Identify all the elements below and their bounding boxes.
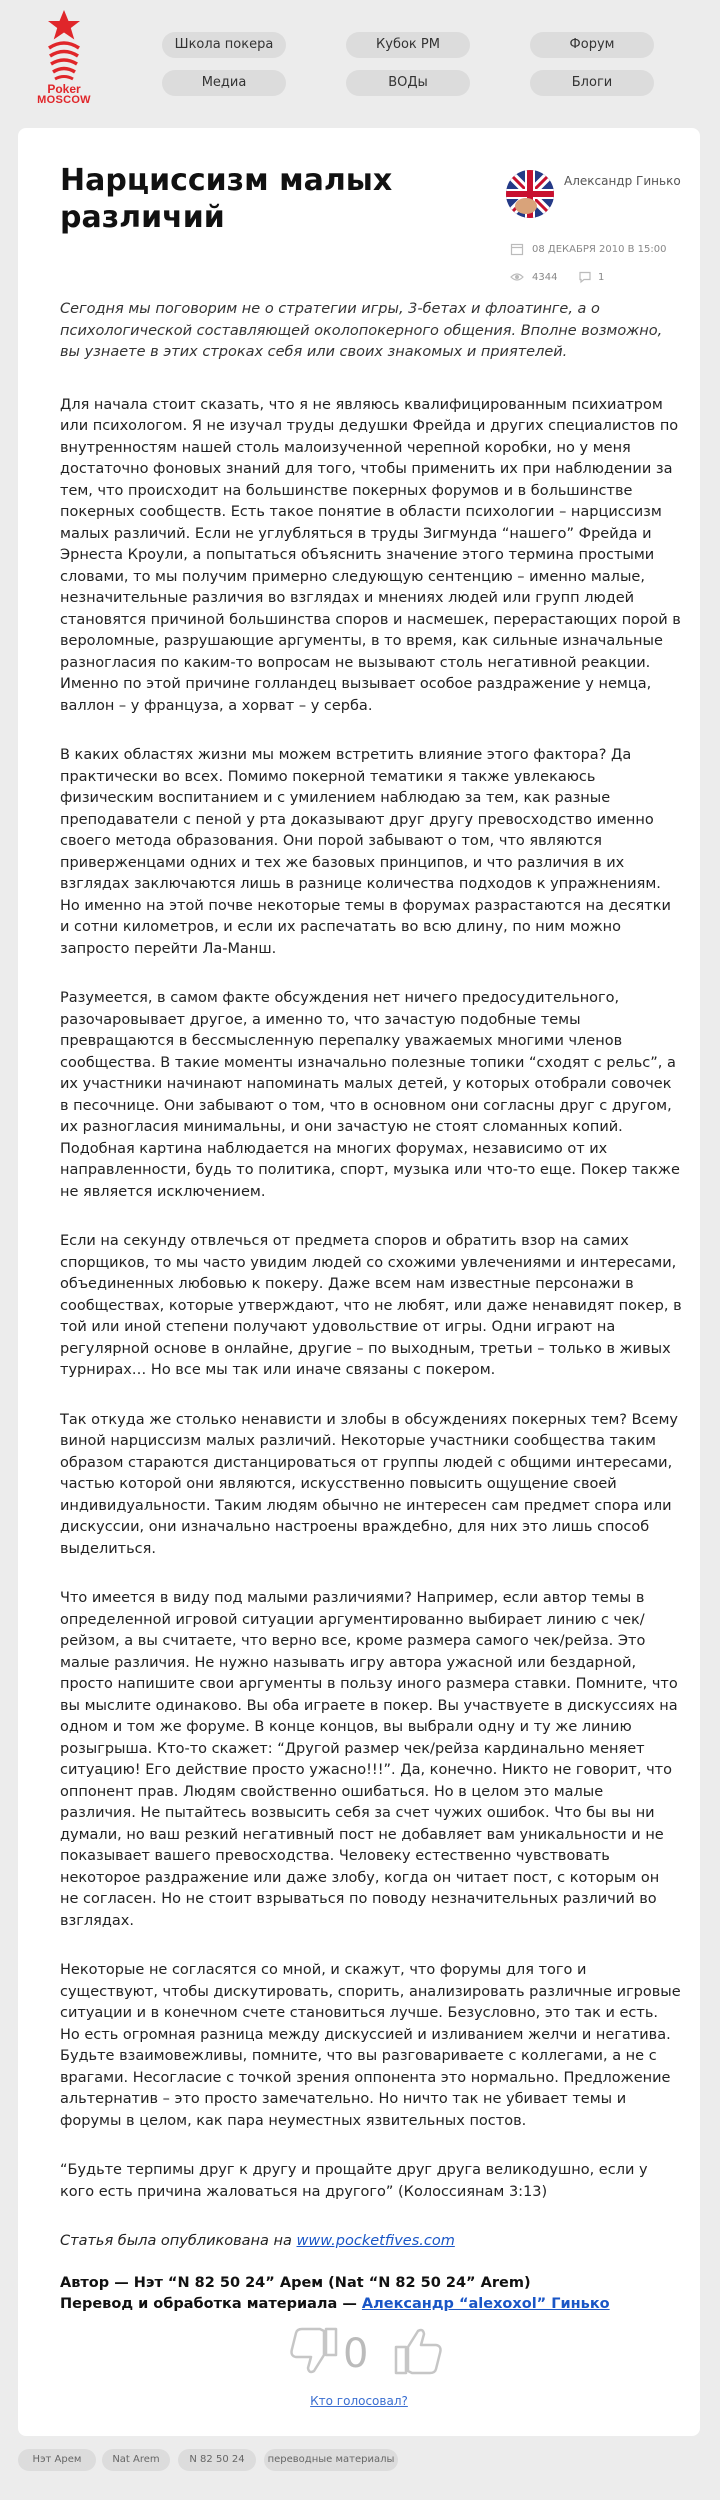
tag-chip[interactable]: переводные материалы: [264, 2449, 398, 2471]
logo-text-moscow: MOSCOW: [37, 94, 91, 106]
article-paragraph: Некоторые не согласятся со мной, и скажут, что форумы для того и существуют, чтобы дискутировать, спорить, анализировать различные игровые ситуации и в конечном счете становиться лучше. Безусловно, это так и есть. Но есть огромная разница между дискуссией и изливанием желчи и негатива. Будьте взаимовежливы, помните, что вы разговариваете с коллегами, а не с врагами. Несогласие с точкой зрения оппонента это нормально. Предложение альтернатив – это просто замечательно. Но ничто так не убивает темы и форумы в целом, как пара неуместных язвительных постов.: [60, 1962, 681, 2129]
article-date: 08 ДЕКАБРЯ 2010 В 15:00: [532, 244, 667, 255]
article-paragraph: Разумеется, в самом факте обсуждения нет ничего предосудительного, разочаровывает другое, а именно то, что зачастую подобные темы превращаются в бессмысленную перепалку уважаемых многими членов сообщества. В такие моменты изначально полезные топики “сходят с рельс”, а их участники начинают напоминать малых детей, у которых отобрали совочек в песочнице. Они забывают о том, что в основном они согласны друг с другом, их разногласия минимальны, и они зачастую не стоят сломанных копий. Подобная картина наблюдается на многих форумах, независимо от их направленности, будь то политика, спорт, музыка или что-то еще. Покер также не является исключением.: [60, 990, 680, 1200]
published-note: [60, 2231, 682, 2253]
source-link[interactable]: www.pocketfives.com: [296, 2233, 455, 2249]
article-body: [60, 299, 682, 2316]
who-voted: [18, 2394, 700, 2408]
article-quote: “Будьте терпимы друг к другу и прощайте друг друга великодушно, если у кого есть причина жаловаться на другого” (Колоссиянам 3:13): [60, 2162, 648, 2200]
article-lead: Сегодня мы поговорим не о стратегии игры, 3-бетах и флоатинге, а о психологической составляющей околопокерного общения. Вполне возможно, вы узнаете в этих строках себя или своих знакомых и приятелей.: [60, 301, 663, 360]
vote-count: 0: [343, 2331, 369, 2377]
avatar-flag-image: [506, 170, 554, 218]
poker-moscow-logo[interactable]: [28, 8, 100, 120]
nav-school-button[interactable]: Школа покера: [162, 32, 286, 58]
published-prefix: Статья была опубликована на: [60, 2233, 297, 2249]
translation-prefix: Перевод и обработка материала —: [60, 2296, 362, 2312]
article-paragraph: В каких областях жизни мы можем встретить влияние этого фактора? Да практически во всех. Помимо покерной тематики я также увлекаюсь физическим воспитанием и с умилением наблюдаю за тем, как разные преподаватели с пеной у рта доказывают друг другу превосходство именно своего метода образования. Они порой забывают о том, что являются приверженцами одних и тех же базовых принципов, и что различия в их взглядах заключаются лишь в разнице количества подходов к упражнениям. Но именно на этой почве некоторые темы в форумах разрастаются на десятки и сотни километров, и если их распечатать во всю длину, по ним можно запросто перейти Ла-Манш.: [60, 747, 671, 957]
article-paragraph: Если на секунду отвлечься от предмета споров и обратить взор на самих спорщиков, то мы часто увидим людей со схожими увлечениями и интересами, объединенных любовью к покеру. Даже всем нам известные персонажи в сообществах, которые утверждают, что не любят, или даже ненавидят покер, в той или иной степени получают удовольствие от игры. Одни играют на регулярной основе в онлайне, другие – по выходным, третьи – только в живых турнирах… Но все мы так или иначе связаны с покером.: [60, 1233, 682, 1378]
article-paragraph: Что имеется в виду под малыми различиями? Например, если автор темы в определенной игровой ситуации аргументированно выбирает линию с чек/рейзом, а вы считаете, что верно все, кроме размера самого чек/рейза. Это малые различия. Не нужно называть игру автора ужасной или бездарной, просто напишите свои аргументы в пользу иного размера ставки. Помните, что вы мыслите одинаково. Вы оба играете в покер. Вы участвуете в дискуссиях на одном и том же форуме. В конце концов, вы выбрали одну и ту же линию розыгрыша. Кто-то скажет: “Другой размер чек/рейза кардинально меняет ситуацию! Его действие просто ужасно!!!”. Да, конечно. Никто не говорит, что оппонент прав. Людям свойственно ошибаться. Но в целом это малые различия. Не пытайтесь возвысить себя за счет чужих ошибок. Что бы вы ни думали, но ваш резкий негативный пост не добавляет вам уникальности и не показывает вашего превосходства. Человеку естественно чувствовать некоторое раздражение или даже злобу, когда он читает пост, с которым он не согласен. Но не стоит взрываться по поводу незначительных различий во взглядах.: [60, 1590, 678, 1929]
thumbs-up-icon[interactable]: [390, 2323, 446, 2379]
vote-widget: [18, 2323, 700, 2383]
site-header: [0, 0, 720, 130]
author-name[interactable]: Александр Гинько: [564, 174, 681, 188]
nav-media-button[interactable]: Медиа: [162, 70, 286, 96]
translation-credit: [60, 2294, 682, 2316]
nav-blogs-button[interactable]: Блоги: [530, 70, 654, 96]
nav-forum-button[interactable]: Форум: [530, 32, 654, 58]
tag-chip[interactable]: Нэт Арем: [18, 2449, 96, 2471]
translator-link[interactable]: Александр “alexoxol” Гинько: [361, 2296, 610, 2312]
logo-emblem: [44, 8, 84, 82]
article-card: [18, 128, 700, 2436]
author-credit: Автор — Нэт “N 82 50 24” Арем (Nat “N 82 50 24” Arem): [60, 2274, 531, 2291]
article-paragraph: Для начала стоит сказать, что я не являюсь квалифицированным психиатром или психологом. Я не изучал труды дедушки Фрейда и других специалистов по внутренностям нашей столь малоизученной черепной коробки, но у меня достаточно фоновых знаний для того, чтобы применить их при наблюдении за тем, что происходит на большинстве покерных форумов и в большинстве покерных сообществ. Есть такое понятие в области психологии – нарциссизм малых различий. Если не углубляться в труды Зигмунда “нашего” Фрейда и Эрнеста Кроули, а попытаться объяснить значение этого термина простыми словами, то мы получим примерно следующую сентенцию – именно малые, незначительные различия во взглядах и мнениях людей или групп людей становятся причиной большинства споров и насмешек, перерастающих порой в вероломные, разрушающие аргументы, в то время, как сильные изначальные разногласия по каким-то вопросам не вызывают столь негативной реакции. Именно по этой причине голландец вызывает особое раздражение у немца, валлон – у француза, а хорват – у серба.: [60, 396, 681, 714]
calendar-icon: [510, 242, 524, 256]
comments-count[interactable]: 1: [598, 272, 605, 283]
who-voted-link[interactable]: Кто голосовал?: [310, 2394, 408, 2408]
logo-text-poker: Poker: [47, 82, 81, 96]
tag-chip[interactable]: Nat Arem: [102, 2449, 170, 2471]
comment-icon[interactable]: [578, 270, 592, 284]
nav-vods-button[interactable]: ВОДы: [346, 70, 470, 96]
thumbs-down-icon[interactable]: [286, 2323, 342, 2379]
author-avatar[interactable]: [506, 170, 554, 218]
views-count: 4344: [532, 272, 558, 283]
article-title: Нарциссизм малых различий: [60, 163, 393, 235]
article-paragraph: Так откуда же столько ненависти и злобы в обсуждениях покерных тем? Всему виной нарциссизм малых различий. Некоторые участники сообщества таким образом стараются дистанцироваться от группы людей с общими интересами, частью которой они являются, искусственно повысить ощущение своей индивидуальности. Таким людям обычно не интересен сам предмет спора или дискуссии, они изначально настроены враждебно, для них это лишь способ выделиться.: [60, 1411, 678, 1557]
tag-chip[interactable]: N 82 50 24: [178, 2449, 256, 2471]
eye-icon: [510, 270, 524, 284]
nav-cup-button[interactable]: Кубок РМ: [346, 32, 470, 58]
